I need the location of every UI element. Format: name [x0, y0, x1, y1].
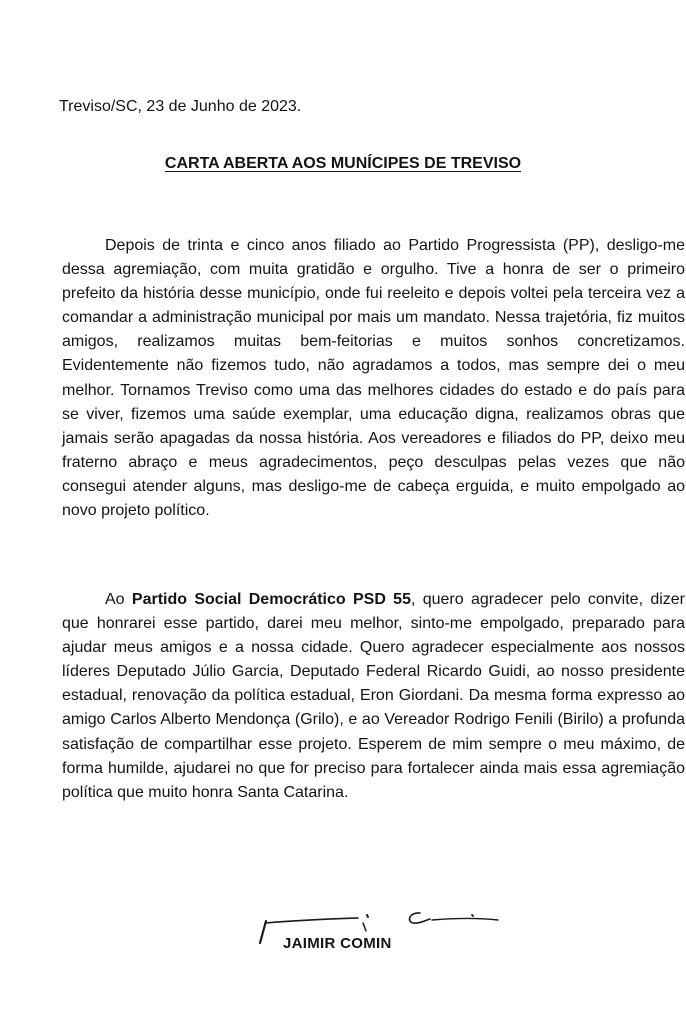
letter-title: CARTA ABERTA AOS MUNÍCIPES DE TREVISO	[164, 155, 522, 172]
signer-name: JAIMIR COMIN	[283, 935, 392, 952]
place-date: Treviso/SC, 23 de Junho de 2023.	[59, 98, 302, 115]
paragraph-2	[62, 588, 685, 805]
paragraph-2-intro: Ao	[105, 591, 132, 608]
party-name: Partido Social Democrático PSD 55	[131, 591, 411, 608]
paragraph-1: Depois de trinta e cinco anos filiado ao Partido Progressista (PP), desligo-me dessa agremiação, com muita gratidão e orgulho. Tive a honra de ser o primeiro prefeito da história desse município, onde fui reeleito e depois voltei pela terceira vez a comandar a administração municipal por mais um mandato. Nessa trajetória, fiz muitos amigos, realizamos muitas bem-feitorias e muitos sonhos concretizamos. Evidentemente não fizemos tudo, não agradamos a todos, mas sempre dei o meu melhor. Tornamos Treviso como uma das melhores cidades do estado e do país para se viver, fizemos uma saúde exemplar, uma educação digna, realizamos obras que jamais serão apagadas da nossa história. Aos vereadores e filiados do PP, deixo meu fraterno abraço e meus agradecimentos, peço desculpas pelas vezes que não consegui atender alguns, mas desligo-me de cabeça erguida, e muito empolgado ao novo projeto político.	[62, 237, 685, 520]
paragraph-2-body: , quero agradecer pelo convite, dizer que honrarei esse partido, darei meu melhor, sinto-me empolgado, preparado para ajudar meus amigos e a nossa cidade. Quero agradecer especialmente aos nossos líderes Deputado Júlio Garcia, Deputado Federal Ricardo Guidi, ao nosso presidente estadual, renovação da política estadual, Eron Giordani. Da mesma forma expresso ao amigo Carlos Alberto Mendonça (Grilo), e ao Vereador Rodrigo Fenili (Birilo) a profunda satisfação de compartilhar esse projeto. Esperem de mim sempre o meu máximo, de forma humilde, ajudarei no que for preciso para fortalecer ainda mais essa agremiação política que muito honra Santa Catarina.	[62, 591, 686, 801]
